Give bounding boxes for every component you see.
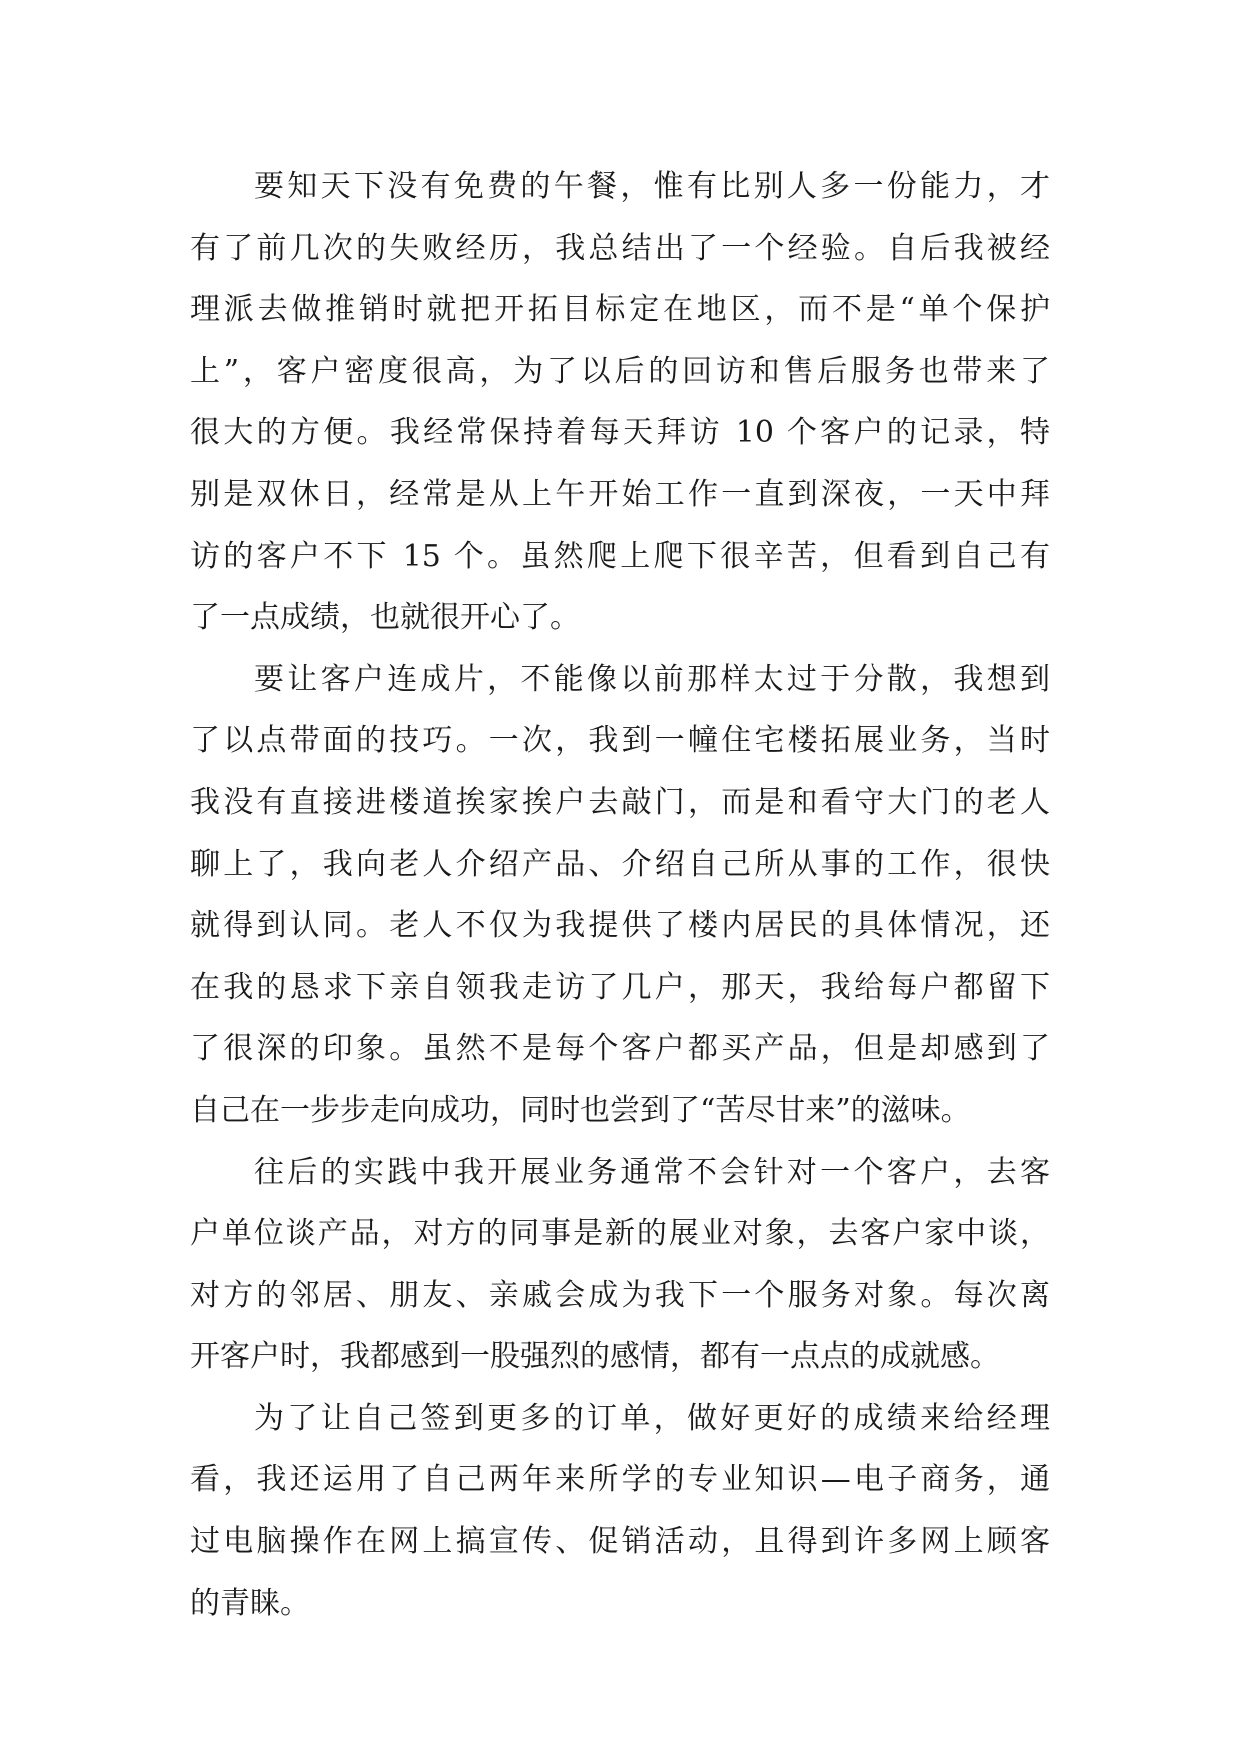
document-body (190, 156, 1050, 1634)
paragraph-line: 的青睐。 (190, 1585, 310, 1621)
paragraph-line: 为了让自己签到更多的订单，做好更好的成绩来给经理 (254, 1400, 1050, 1436)
paragraph-line: 理派去做推销时就把开拓目标定在地区，而不是“单个保护 (190, 292, 1050, 328)
paragraph-line: 我没有直接进楼道挨家挨户去敲门，而是和看守大门的老人 (190, 784, 1050, 820)
paragraph-line: 就得到认同。老人不仅为我提供了楼内居民的具体情况，还 (190, 908, 1050, 944)
paragraph-1 (190, 156, 1050, 649)
paragraph-line: 在我的恳求下亲自领我走访了几户，那天，我给每户都留下 (190, 969, 1050, 1005)
paragraph-line: 很大的方便。我经常保持着每天拜访 10 个客户的记录，特 (190, 415, 1050, 451)
paragraph-line: 了一点成绩，也就很开心了。 (190, 600, 580, 636)
paragraph-line: 往后的实践中我开展业务通常不会针对一个客户，去客 (254, 1154, 1050, 1190)
paragraph-line: 要知天下没有免费的午餐，惟有比别人多一份能力，才 (254, 169, 1050, 204)
paragraph-line: 了很深的印象。虽然不是每个客户都买产品，但是却感到了 (190, 1031, 1050, 1067)
paragraph-line: 了以点带面的技巧。一次，我到一幢住宅楼拓展业务，当时 (190, 723, 1050, 759)
paragraph-line: 看，我还运用了自己两年来所学的专业知识—电子商务，通 (190, 1462, 1050, 1498)
paragraph-2 (190, 649, 1050, 1142)
paragraph-line: 过电脑操作在网上搞宣传、促销活动，且得到许多网上顾客 (190, 1524, 1050, 1560)
paragraph-3 (190, 1142, 1050, 1388)
paragraph-line: 有了前几次的失败经历，我总结出了一个经验。自后我被经 (190, 230, 1050, 266)
paragraph-line: 开客户时，我都感到一股强烈的感情，都有一点点的成就感。 (190, 1339, 1000, 1375)
paragraph-line: 户单位谈产品，对方的同事是新的展业对象，去客户家中谈， (190, 1216, 1050, 1252)
paragraph-line: 别是双休日，经常是从上午开始工作一直到深夜，一天中拜 (190, 476, 1050, 512)
paragraph-4 (190, 1388, 1050, 1634)
paragraph-line: 对方的邻居、朋友、亲戚会成为我下一个服务对象。每次离 (190, 1277, 1050, 1313)
paragraph-line: 要让客户连成片，不能像以前那样太过于分散，我想到 (254, 661, 1050, 697)
paragraph-line: 上”，客户密度很高，为了以后的回访和售后服务也带来了 (190, 353, 1050, 389)
paragraph-line: 聊上了，我向老人介绍产品、介绍自己所从事的工作，很快 (190, 846, 1050, 882)
paragraph-line: 自己在一步步走向成功，同时也尝到了“苦尽甘来”的滋味。 (190, 1092, 971, 1128)
paragraph-line: 访的客户不下 15 个。虽然爬上爬下很辛苦，但看到自己有 (190, 538, 1050, 574)
